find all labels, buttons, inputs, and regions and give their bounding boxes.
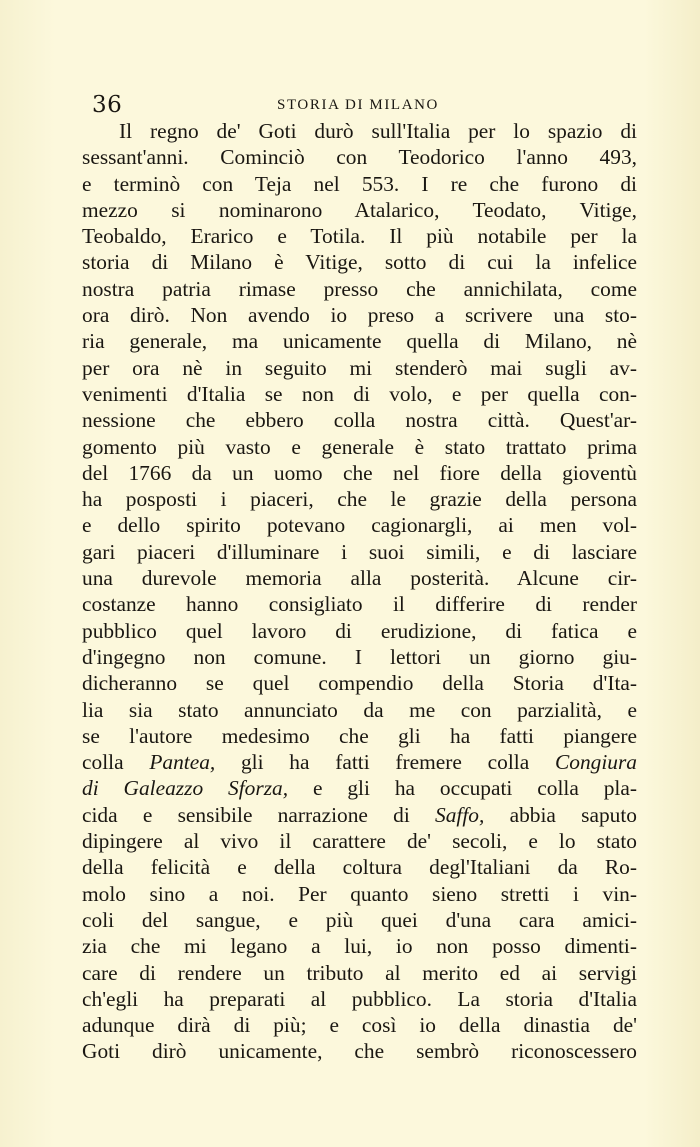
text-line: Teobaldo, Erarico e Totila. Il più notabile per la [82,224,637,249]
text-line: dipingere al vivo il carattere de' secoli, e lo stato [82,829,637,854]
text-line: sessant'anni. Cominciò con Teodorico l'anno 493, [82,145,637,170]
text-line: zia che mi legano a lui, io non posso dimenti- [82,934,637,959]
text-line: d'ingegno non comune. I lettori un giorno giu- [82,644,637,669]
italic-title-galeazzo-sforza: di Galeazzo Sforza, [82,776,289,801]
text-line: care di rendere un tributo al merito ed ai servigi [82,960,637,985]
text-line: nessione che ebbero colla nostra città. Quest'ar- [82,408,637,433]
text-segment: colla [82,750,150,775]
text-line: mezzo si nominarono Atalarico, Teodato, Vitige, [82,197,637,222]
text-line: ria generale, ma unicamente quella di Milano, nè [82,329,637,354]
text-line: Goti dirò unicamente, che sembrò riconoscessero [82,1039,637,1064]
text-line: pubblico quel lavoro di erudizione, di fatica e [82,618,637,643]
italic-title-pantea: Pantea, [149,750,216,775]
text-line: Il regno de' Goti durò sull'Italia per lo spazio di [119,119,637,143]
text-segment: gli ha fatti fremere colla [215,750,555,775]
text-line: nostra patria rimase presso che annichilata, come [82,276,637,301]
text-line: gomento più vasto e generale è stato trattato prima [82,434,637,459]
text-segment: abbia saputo [484,802,637,827]
text-line-with-italics [82,749,637,775]
text-segment: cida e sensibile narrazione di [82,802,436,827]
running-title: STORIA DI MILANO [277,97,439,113]
text-line: dicheranno se quel compendio della Storia d'Ita- [82,671,637,696]
text-line: lia sia stato annunciato da me con parzialità, e [82,697,637,722]
text-line: storia di Milano è Vitige, sotto di cui la infelice [82,250,637,275]
text-line: della felicità e della coltura degl'Italiani da Ro- [82,855,637,880]
page-number: 36 [92,92,123,118]
text-line: venimenti d'Italia se non di volo, e per quella con- [82,381,637,406]
text-line: e terminò con Teja nel 553. I re che furono di [82,171,637,196]
text-line: ha posposti i piaceri, che le grazie della persona [82,487,637,512]
text-line: adunque dirà di più; e così io della dinastia de' [82,1013,637,1038]
text-line: ch'egli ha preparati al pubblico. La storia d'Italia [82,986,637,1011]
page-header [92,92,637,118]
text-line: del 1766 da un uomo che nel fiore della gioventù [82,460,637,485]
text-line: coli del sangue, e più quei d'una cara amici- [82,907,637,932]
text-line-with-italics [82,802,637,828]
text-line: per ora nè in seguito mi stenderò mai sugli av- [82,355,637,380]
body-text [82,118,637,1065]
text-line: gari piaceri d'illuminare i suoi simili, e di lasciare [82,539,637,564]
italic-title-congiura: Congiura [554,750,637,775]
text-line: molo sino a noi. Per quanto sieno stretti i vin- [82,881,637,906]
text-line: una durevole memoria alla posterità. Alcune cir- [82,566,637,591]
text-line: ora dirò. Non avendo io preso a scrivere una sto- [82,303,637,328]
text-line-with-italics [82,775,637,801]
text-line: costanze hanno consigliato il differire di render [82,592,637,617]
text-segment: e gli ha occupati colla pla- [288,776,637,801]
text-line: se l'autore medesimo che gli ha fatti piangere [82,723,637,748]
italic-title-saffo: Saffo, [435,802,485,827]
text-line: e dello spirito potevano cagionargli, ai men vol- [82,513,637,538]
